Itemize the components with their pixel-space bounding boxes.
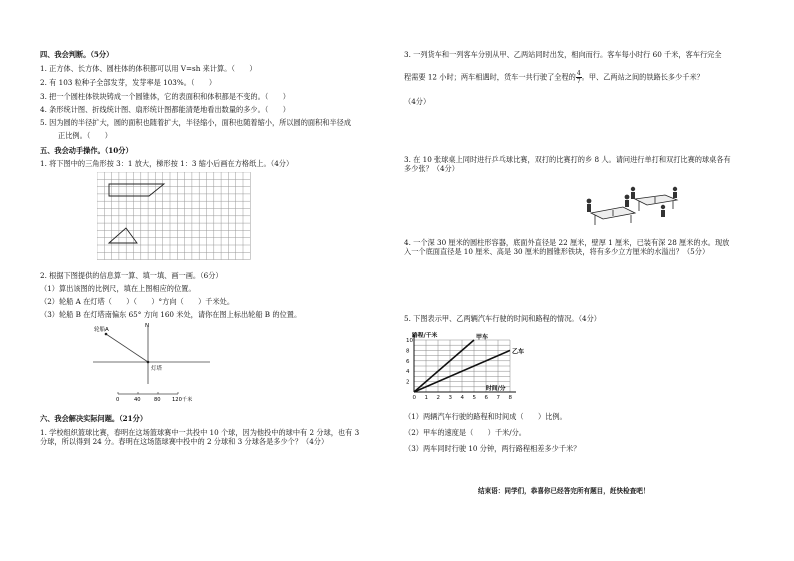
operation-q1: 1. 将下图中的三角形按 3：1 放大，梯形按 1：3 缩小后画在方格纸上。（4分） bbox=[40, 159, 294, 168]
operation-q2-1: （1）算出该图的比例尺，填在上图相应的位置。 bbox=[40, 284, 196, 293]
problem-table-tennis: 3. 在 10 张球桌上同时进行乒乓球比赛，双打的比赛打的乡 8 人。请问进行单打和双打比赛的球桌各有多少张？（4分） bbox=[404, 155, 731, 173]
scale-tick-80: 80 bbox=[154, 397, 161, 403]
operation-q2-2: （2）轮船 A 在灯塔（ ）（ ）°方向（ ）千米处。 bbox=[40, 297, 235, 306]
chart-x-tick: 6 bbox=[484, 395, 488, 401]
chart-x-tick: 0 bbox=[412, 395, 416, 401]
problem-3-points: （4分） bbox=[404, 97, 431, 106]
chart-series-label: 乙车 bbox=[512, 348, 525, 356]
problem-3-line2 bbox=[404, 70, 704, 85]
problem-3-text-post: 。甲、乙两站之间的铁路长多少千米？ bbox=[581, 72, 704, 82]
section-5-title: 五、我会动手操作。（10分） bbox=[40, 146, 133, 155]
chart-x-tick: 1 bbox=[424, 395, 428, 401]
problem-chart: 5. 下图表示甲、乙两辆汽车行驶的时间和路程的情况。（4分） bbox=[404, 314, 601, 323]
chart-y-tick: 6 bbox=[406, 358, 410, 365]
chart-y-tick: 2 bbox=[406, 379, 410, 386]
chart-q3: （3）两车同时行驶 10 分钟，两行路程相差多少千米？ bbox=[404, 444, 581, 453]
problem-3-line1: 3. 一列货车和一列客车分别从甲、乙两站同时出发，相向而行。客车每小时行 60 千米，客车行完全 bbox=[404, 50, 722, 59]
chart-x-tick: 5 bbox=[472, 395, 476, 401]
judge-item-5-cont: 正比例。（ ） bbox=[58, 131, 112, 140]
scale-tick-120: 120千米 bbox=[172, 397, 193, 403]
lighthouse-point bbox=[147, 361, 150, 364]
chart-q2: （2）甲车的速度是（ ）千米/分。 bbox=[404, 428, 526, 437]
ping-pong-illustration bbox=[583, 185, 681, 231]
fraction-numerator: 4 bbox=[576, 70, 581, 77]
chart-x-tick: 3 bbox=[448, 395, 452, 401]
section-6-title: 六、我会解决实际问题。（21分） bbox=[40, 414, 148, 423]
ship-a-label: 轮船A bbox=[94, 327, 109, 333]
judge-item-1: 1. 正方体、长方体、圆柱体的体积都可以用 V=sh 来计算。（ ） bbox=[40, 64, 257, 73]
judge-item-2: 2. 有 103 粒种子全部发芽，发芽率是 103%。（ ） bbox=[40, 78, 217, 87]
ship-a-bearing-line bbox=[106, 334, 148, 362]
ship-a-point bbox=[105, 333, 108, 336]
chart-x-tick: 8 bbox=[508, 395, 512, 401]
problem-cylinder: 4. 一个深 30 厘米的圆柱形容器，底面外直径是 22 厘米，壁厚 1 厘米，已装有深 28 厘米的水。现放入一个底面直径是 10 厘米、高是 30 厘米的圆锥形铁块，将有多少立方厘米的水溢出？（5分） bbox=[404, 238, 730, 256]
problem-1: 1. 学校组织篮球比赛，春明在这场篮球赛中一共投中 10 个球，因为他投中的球中有 2 分球，也有 3 分球，所以得到 24 分。春明在这场篮球赛中投中的 2 分球和 3 分球各是多少个？（4分） bbox=[40, 428, 360, 446]
scale-tick-0: 0 bbox=[116, 397, 120, 403]
chart-x-tick: 7 bbox=[496, 395, 500, 401]
chart-y-tick: 8 bbox=[406, 348, 410, 355]
judge-item-4: 4. 条形统计图、折线统计图、扇形统计图都能清楚地看出数量的多少。（ ） bbox=[40, 105, 290, 114]
chart-y-tick: 10 bbox=[406, 338, 413, 344]
chart-y-axis-label: 路程/千米 bbox=[412, 333, 438, 339]
north-label: N bbox=[145, 323, 150, 329]
chart-series-label: 甲车 bbox=[476, 334, 489, 341]
distance-time-chart bbox=[404, 326, 534, 408]
scale-tick-40: 40 bbox=[134, 397, 141, 403]
lighthouse-label: 灯塔 bbox=[151, 366, 163, 372]
fraction-denominator: 7 bbox=[576, 78, 581, 85]
judge-item-3: 3. 把一个圆柱体铁块铸成一个圆锥体，它的表面积和体积都是不变的。（ ） bbox=[40, 92, 290, 101]
trapezoid-shape bbox=[109, 184, 164, 196]
section-4-title: 四、我会判断。（5分） bbox=[40, 50, 114, 59]
judge-item-5: 5. 因为圆的半径扩大，圆的面积也随着扩大，半径缩小，面积也随着缩小，所以圆的面积和半径成 bbox=[40, 118, 352, 127]
closing-remark: 结束语：同学们，恭喜你已经答完所有题目，赶快检查吧！ bbox=[478, 487, 650, 495]
operation-q2: 2. 根据下图提供的信息算一算、填一填、画一画。（6分） bbox=[40, 271, 223, 280]
chart-x-tick: 2 bbox=[436, 395, 440, 401]
grid-paper bbox=[97, 172, 257, 266]
chart-x-axis-label: 时间/分 bbox=[486, 386, 506, 392]
chart-q1: （1）两辆汽车行驶的路程和时间成（ ）比例。 bbox=[404, 412, 567, 421]
lighthouse-map bbox=[88, 322, 218, 404]
chart-x-tick: 4 bbox=[460, 395, 464, 401]
chart-y-tick: 4 bbox=[406, 369, 410, 376]
table-right bbox=[635, 195, 677, 205]
problem-3-text-pre: 程需要 12 小时；两车相遇时，货车一共行驶了全程的 bbox=[404, 72, 576, 82]
operation-q2-3: （3）轮船 B 在灯塔南偏东 65° 方向 160 米处，请你在图上标出轮船 B 的位置。 bbox=[40, 310, 302, 319]
